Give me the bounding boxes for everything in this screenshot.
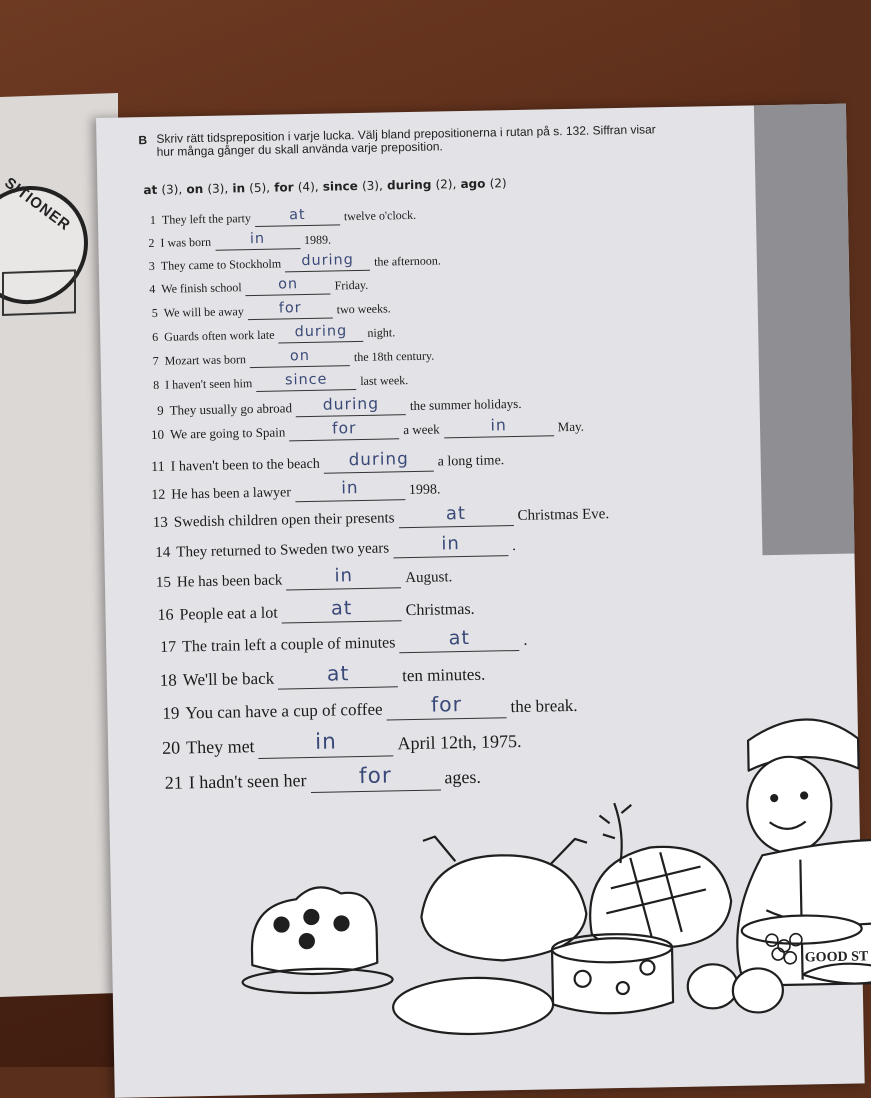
- answer-blank[interactable]: [285, 254, 370, 273]
- answer-blank[interactable]: [256, 373, 356, 392]
- preposition-count: (3),: [207, 181, 229, 196]
- handwritten-answer: for: [278, 300, 302, 317]
- item-number: 12: [151, 487, 166, 504]
- item-number: 2: [148, 235, 155, 251]
- answer-blank[interactable]: [281, 597, 401, 623]
- item-number: 19: [162, 703, 180, 723]
- item-text-after: the 18th century.: [353, 348, 435, 365]
- egg-plate: [687, 964, 738, 1009]
- answer-blank[interactable]: [393, 534, 508, 558]
- item-text: Guards often work late: [164, 327, 275, 344]
- item-text: People eat a lot: [179, 604, 278, 624]
- item-text-after: .: [523, 631, 528, 649]
- item-text-after: 1998.: [408, 482, 441, 499]
- handwritten-answer: at: [448, 625, 471, 650]
- bread-loaf: [393, 976, 554, 1035]
- item-number: 20: [161, 737, 181, 758]
- exercise-item: [147, 596, 474, 626]
- exercise-item: [129, 277, 368, 299]
- item-number: 8: [153, 377, 160, 392]
- page-edge-stripe: [754, 104, 855, 556]
- item-text: They met: [185, 736, 255, 758]
- answer-blank[interactable]: [296, 396, 406, 417]
- handwritten-answer: on: [277, 276, 299, 293]
- exercise-item: [139, 477, 441, 505]
- exercise-item: [151, 661, 486, 692]
- exercise-item: [142, 502, 610, 533]
- answer-blank[interactable]: [286, 566, 401, 590]
- answer-blank[interactable]: [278, 662, 398, 689]
- item-text-after: last week.: [360, 373, 409, 388]
- badge-box: [2, 269, 76, 316]
- answer-blank[interactable]: [289, 420, 399, 441]
- cake: [241, 886, 393, 994]
- item-text-after: .: [512, 538, 517, 555]
- item-text-end: May.: [557, 418, 585, 435]
- item-number: 5: [151, 305, 158, 320]
- exercise-item: [132, 324, 395, 346]
- item-text-after: ages.: [444, 766, 482, 788]
- item-text-after: night.: [367, 325, 396, 340]
- handwritten-answer: for: [430, 692, 463, 717]
- instructions-text: Skriv rätt tidspreposition i varje lucka. Välj bland prepositionerna i rutan på s. 132. Siffran visar hur många gånger du skall använda varje preposition.: [156, 122, 656, 159]
- item-text: He has been a lawyer: [171, 485, 292, 503]
- item-text: I hadn't seen her: [188, 770, 307, 793]
- item-text-after: the afternoon.: [373, 253, 441, 269]
- item-text: We will be away: [163, 304, 244, 320]
- item-text: They left the party: [161, 211, 252, 227]
- answer-blank[interactable]: [255, 208, 340, 227]
- exercise-item: [137, 394, 521, 420]
- preposition-count: (3),: [161, 182, 183, 197]
- exercise-letter: B: [138, 133, 148, 148]
- handwritten-answer: in: [314, 729, 338, 755]
- item-text: Swedish children open their presents: [173, 510, 395, 531]
- item-number: 9: [156, 402, 164, 418]
- answer-blank[interactable]: [215, 232, 300, 251]
- exercise-header: [138, 123, 678, 159]
- footer-text: GOOD ST: [804, 949, 869, 966]
- exercise-item: [128, 232, 331, 253]
- badge-label: SITIONER: [1, 174, 74, 235]
- exercise-item: [130, 207, 416, 229]
- item-number: 21: [164, 772, 183, 793]
- item-text: I haven't seen him: [164, 376, 253, 392]
- handwritten-answer: in: [490, 416, 507, 435]
- handwritten-answer: for: [358, 763, 392, 790]
- item-text-after: the break.: [510, 695, 578, 717]
- item-text-after: Friday.: [334, 277, 369, 293]
- item-text: We'll be back: [182, 668, 275, 690]
- exercise-item: [150, 627, 528, 658]
- handwritten-answer: since: [284, 371, 328, 389]
- exercise-item: [145, 565, 453, 593]
- item-text-after: Christmas Eve.: [517, 506, 610, 524]
- item-number: 3: [148, 258, 155, 274]
- item-text-after: a week: [403, 421, 440, 438]
- answer-blank[interactable]: [444, 417, 554, 438]
- item-number: 18: [159, 670, 177, 690]
- item-text: We are going to Spain: [169, 424, 286, 442]
- item-text: You can have a cup of coffee: [185, 699, 383, 723]
- exercise-item: [144, 534, 516, 563]
- item-text-after: a long time.: [437, 453, 505, 470]
- item-number: 1: [149, 212, 157, 227]
- handwritten-answer: during: [348, 448, 409, 470]
- preposition-word: in: [232, 181, 246, 196]
- handwritten-answer: at: [445, 502, 467, 525]
- item-text-after: ten minutes.: [401, 664, 486, 686]
- item-text: I was born: [160, 234, 212, 250]
- handwritten-answer: in: [334, 565, 354, 587]
- item-text: Mozart was born: [164, 352, 247, 368]
- item-number: 15: [155, 574, 172, 591]
- handwritten-answer: in: [441, 533, 461, 555]
- preposition-count: (4),: [297, 179, 319, 195]
- item-number: 10: [150, 426, 165, 442]
- answer-blank[interactable]: [398, 504, 513, 528]
- preposition-word: on: [186, 181, 204, 197]
- handwritten-answer: for: [331, 419, 357, 438]
- item-text-after: 1989.: [303, 232, 332, 248]
- handwritten-answer: on: [289, 347, 311, 365]
- item-text-after: two weeks.: [336, 301, 391, 317]
- item-text: I haven't been to the beach: [170, 456, 320, 475]
- answer-blank[interactable]: [245, 278, 330, 297]
- turkey: [420, 834, 589, 962]
- handwritten-answer: in: [341, 477, 359, 498]
- preposition-count: (5),: [249, 180, 271, 196]
- preposition-count: (2): [489, 176, 507, 191]
- item-text: They came to Stockholm: [160, 256, 282, 273]
- handwritten-answer: at: [326, 661, 350, 686]
- cook-figure: [733, 717, 871, 986]
- exercise-item: [132, 300, 391, 322]
- workbook-page: [96, 104, 869, 1098]
- christmas-food-illustration: [208, 708, 864, 1060]
- item-text-after: April 12th, 1975.: [397, 730, 522, 754]
- item-text: They returned to Sweden two years: [176, 540, 390, 561]
- answer-blank[interactable]: [250, 349, 350, 368]
- item-text-after: August.: [405, 569, 453, 587]
- answer-blank[interactable]: [248, 301, 333, 320]
- item-text: He has been back: [176, 572, 283, 591]
- preposition-word: ago: [460, 176, 486, 192]
- answer-blank[interactable]: [295, 478, 405, 502]
- handwritten-answer: at: [330, 596, 353, 620]
- item-text-after: Christmas.: [405, 600, 475, 620]
- item-text: The train left a couple of minutes: [182, 634, 396, 656]
- handwritten-answer: at: [288, 206, 306, 224]
- preposition-word: since: [322, 178, 358, 194]
- item-text: They usually go abroad: [169, 400, 293, 418]
- item-text: We finish school: [161, 280, 242, 296]
- item-number: 6: [152, 329, 159, 344]
- handwritten-answer: during: [322, 394, 380, 414]
- handwritten-answer: in: [249, 230, 266, 248]
- exercise-item: [129, 252, 441, 275]
- exercise-item: [133, 348, 435, 371]
- exercise-item: [138, 417, 584, 445]
- preposition-word: for: [274, 180, 294, 195]
- item-number: 17: [160, 638, 177, 656]
- answer-blank[interactable]: [278, 325, 363, 344]
- handwritten-answer: during: [294, 323, 348, 341]
- preposition-count: (2),: [435, 177, 457, 192]
- preposition-word: at: [143, 182, 158, 198]
- item-number: 7: [152, 353, 159, 368]
- handwritten-answer: during: [301, 252, 354, 270]
- preposition-box: [143, 176, 506, 197]
- item-number: 14: [155, 544, 171, 561]
- answer-blank[interactable]: [399, 627, 519, 653]
- preposition-count: (3),: [361, 178, 383, 193]
- cheese: [552, 933, 673, 1014]
- answer-blank[interactable]: [324, 450, 434, 474]
- item-number: 16: [157, 606, 174, 624]
- exercise-item: [133, 372, 408, 394]
- item-number: 11: [151, 459, 165, 476]
- item-text-after: twelve o'clock.: [343, 207, 417, 224]
- item-text-after: the summer holidays.: [409, 395, 522, 414]
- item-number: 13: [152, 514, 168, 531]
- exercise-item: [138, 448, 504, 477]
- preposition-word: during: [386, 177, 432, 193]
- item-number: 4: [149, 281, 156, 297]
